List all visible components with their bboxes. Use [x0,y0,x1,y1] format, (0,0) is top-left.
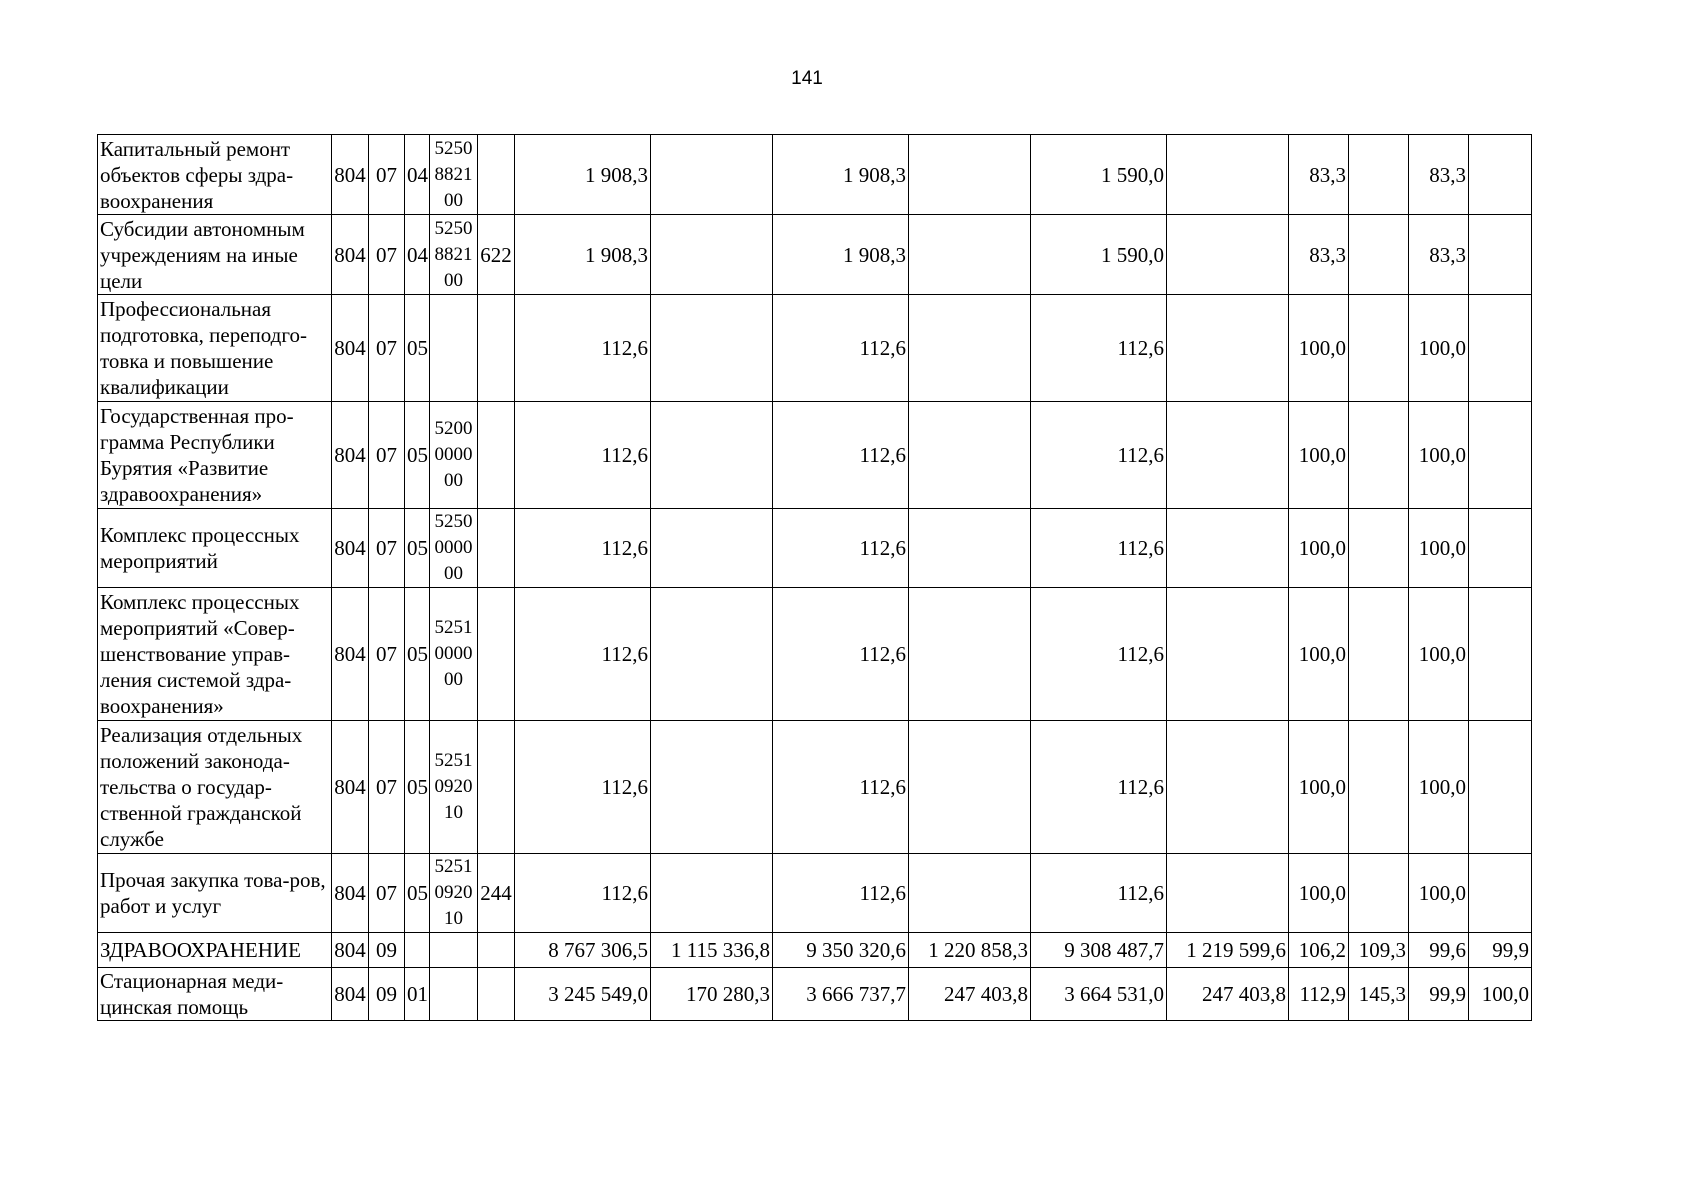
value-col-3: 112,6 [773,588,909,721]
value-col-1: 3 245 549,0 [515,968,651,1021]
subsection-code: 05 [405,509,430,588]
row-name: Реализация отдельных положений законода-тельства о государ-ственной гражданской службе [98,721,332,854]
percent-col-1: 100,0 [1289,721,1349,854]
percent-col-4 [1469,295,1532,402]
value-col-2 [651,721,773,854]
row-name: Капитальный ремонт объектов сферы здра-воохранения [98,135,332,215]
value-col-5: 112,6 [1031,402,1167,509]
value-col-1: 112,6 [515,854,651,933]
percent-col-4: 99,9 [1469,933,1532,968]
value-col-4 [909,295,1031,402]
value-col-5: 9 308 487,7 [1031,933,1167,968]
value-col-2 [651,402,773,509]
percent-col-2 [1349,854,1409,933]
row-name: Прочая закупка това-ров, работ и услуг [98,854,332,933]
expense-type-code [478,933,515,968]
value-col-2: 1 115 336,8 [651,933,773,968]
row-name: Субсидии автономным учреждениям на иные цели [98,215,332,295]
section-code: 07 [369,215,405,295]
value-col-4 [909,588,1031,721]
value-col-3: 112,6 [773,721,909,854]
percent-col-1: 100,0 [1289,509,1349,588]
target-article-code: 5251 0000 00 [430,588,478,721]
budget-table [97,134,1532,1021]
value-col-4 [909,854,1031,933]
value-col-5: 1 590,0 [1031,135,1167,215]
value-col-1: 112,6 [515,509,651,588]
value-col-3: 112,6 [773,402,909,509]
percent-col-1: 100,0 [1289,295,1349,402]
percent-col-3: 83,3 [1409,215,1469,295]
value-col-6 [1167,295,1289,402]
value-col-6 [1167,509,1289,588]
value-col-6 [1167,588,1289,721]
value-col-3: 1 908,3 [773,215,909,295]
row-name: Стационарная меди-цинская помощь [98,968,332,1021]
expense-type-code [478,968,515,1021]
ved-code: 804 [332,588,369,721]
value-col-2 [651,588,773,721]
percent-col-3: 100,0 [1409,402,1469,509]
ved-code: 804 [332,854,369,933]
subsection-code: 05 [405,295,430,402]
value-col-2 [651,215,773,295]
value-col-1: 1 908,3 [515,135,651,215]
ved-code: 804 [332,933,369,968]
value-col-1: 112,6 [515,402,651,509]
value-col-2 [651,854,773,933]
table-row [98,215,1532,295]
value-col-1: 112,6 [515,721,651,854]
percent-col-3: 99,6 [1409,933,1469,968]
value-col-6 [1167,215,1289,295]
percent-col-4: 100,0 [1469,968,1532,1021]
value-col-3: 112,6 [773,295,909,402]
expense-type-code [478,509,515,588]
value-col-6 [1167,402,1289,509]
percent-col-2 [1349,135,1409,215]
percent-col-2 [1349,295,1409,402]
table-row [98,588,1532,721]
value-col-5: 112,6 [1031,721,1167,854]
value-col-3: 1 908,3 [773,135,909,215]
percent-col-3: 100,0 [1409,721,1469,854]
value-col-1: 1 908,3 [515,215,651,295]
value-col-6 [1167,135,1289,215]
value-col-4 [909,215,1031,295]
section-code: 07 [369,402,405,509]
subsection-code: 05 [405,721,430,854]
percent-col-3: 100,0 [1409,509,1469,588]
value-col-3: 112,6 [773,509,909,588]
expense-type-code [478,721,515,854]
percent-col-3: 99,9 [1409,968,1469,1021]
section-code: 09 [369,968,405,1021]
value-col-5: 112,6 [1031,588,1167,721]
value-col-3: 3 666 737,7 [773,968,909,1021]
value-col-1: 112,6 [515,588,651,721]
subsection-code [405,933,430,968]
value-col-5: 3 664 531,0 [1031,968,1167,1021]
target-article-code: 5250 0000 00 [430,509,478,588]
value-col-1: 112,6 [515,295,651,402]
value-col-2 [651,295,773,402]
percent-col-2 [1349,588,1409,721]
expense-type-code [478,588,515,721]
section-code: 07 [369,295,405,402]
table-row [98,402,1532,509]
table-row [98,968,1532,1021]
value-col-5: 112,6 [1031,854,1167,933]
ved-code: 804 [332,402,369,509]
row-name: Профессиональная подготовка, переподго-товка и повышение квалификации [98,295,332,402]
percent-col-1: 106,2 [1289,933,1349,968]
percent-col-4 [1469,721,1532,854]
value-col-1: 8 767 306,5 [515,933,651,968]
percent-col-2 [1349,402,1409,509]
expense-type-code: 622 [478,215,515,295]
value-col-4 [909,509,1031,588]
value-col-4: 1 220 858,3 [909,933,1031,968]
percent-col-1: 83,3 [1289,135,1349,215]
ved-code: 804 [332,295,369,402]
percent-col-1: 83,3 [1289,215,1349,295]
subsection-code: 04 [405,135,430,215]
value-col-4 [909,721,1031,854]
table-row [98,721,1532,854]
table-row [98,854,1532,933]
target-article-code: 5250 8821 00 [430,215,478,295]
subsection-code: 05 [405,588,430,721]
value-col-6: 1 219 599,6 [1167,933,1289,968]
row-name: ЗДРАВООХРАНЕНИЕ [98,933,332,968]
percent-col-2 [1349,215,1409,295]
value-col-4 [909,402,1031,509]
section-code: 07 [369,135,405,215]
percent-col-2: 109,3 [1349,933,1409,968]
value-col-2: 170 280,3 [651,968,773,1021]
page-number: 141 [791,68,823,89]
percent-col-1: 100,0 [1289,402,1349,509]
section-code: 09 [369,933,405,968]
value-col-3: 112,6 [773,854,909,933]
value-col-5: 112,6 [1031,295,1167,402]
percent-col-2 [1349,721,1409,854]
section-code: 07 [369,854,405,933]
value-col-3: 9 350 320,6 [773,933,909,968]
row-name: Комплекс процессных мероприятий [98,509,332,588]
row-name: Государственная про-грамма Республики Бурятия «Развитие здравоохранения» [98,402,332,509]
percent-col-3: 100,0 [1409,854,1469,933]
percent-col-4 [1469,854,1532,933]
table-row [98,933,1532,968]
row-name: Комплекс процессных мероприятий «Совер-шенствование управ-ления системой здра-воохранения» [98,588,332,721]
percent-col-1: 112,9 [1289,968,1349,1021]
subsection-code: 01 [405,968,430,1021]
percent-col-2: 145,3 [1349,968,1409,1021]
table-row [98,295,1532,402]
table-row [98,509,1532,588]
section-code: 07 [369,509,405,588]
percent-col-3: 100,0 [1409,295,1469,402]
value-col-2 [651,135,773,215]
expense-type-code [478,402,515,509]
target-article-code: 5251 0920 10 [430,721,478,854]
percent-col-2 [1349,509,1409,588]
target-article-code [430,295,478,402]
percent-col-4 [1469,588,1532,721]
subsection-code: 05 [405,854,430,933]
value-col-6: 247 403,8 [1167,968,1289,1021]
percent-col-4 [1469,135,1532,215]
ved-code: 804 [332,968,369,1021]
target-article-code: 5250 8821 00 [430,135,478,215]
value-col-5: 1 590,0 [1031,215,1167,295]
ved-code: 804 [332,215,369,295]
percent-col-3: 100,0 [1409,588,1469,721]
target-article-code: 5251 0920 10 [430,854,478,933]
expense-type-code: 244 [478,854,515,933]
percent-col-1: 100,0 [1289,588,1349,721]
value-col-6 [1167,854,1289,933]
percent-col-1: 100,0 [1289,854,1349,933]
table-row [98,135,1532,215]
expense-type-code [478,295,515,402]
value-col-5: 112,6 [1031,509,1167,588]
target-article-code [430,933,478,968]
percent-col-4 [1469,402,1532,509]
ved-code: 804 [332,135,369,215]
target-article-code [430,968,478,1021]
percent-col-3: 83,3 [1409,135,1469,215]
subsection-code: 05 [405,402,430,509]
value-col-2 [651,509,773,588]
section-code: 07 [369,588,405,721]
value-col-6 [1167,721,1289,854]
value-col-4 [909,135,1031,215]
ved-code: 804 [332,721,369,854]
expense-type-code [478,135,515,215]
subsection-code: 04 [405,215,430,295]
percent-col-4 [1469,509,1532,588]
percent-col-4 [1469,215,1532,295]
ved-code: 804 [332,509,369,588]
section-code: 07 [369,721,405,854]
target-article-code: 5200 0000 00 [430,402,478,509]
value-col-4: 247 403,8 [909,968,1031,1021]
